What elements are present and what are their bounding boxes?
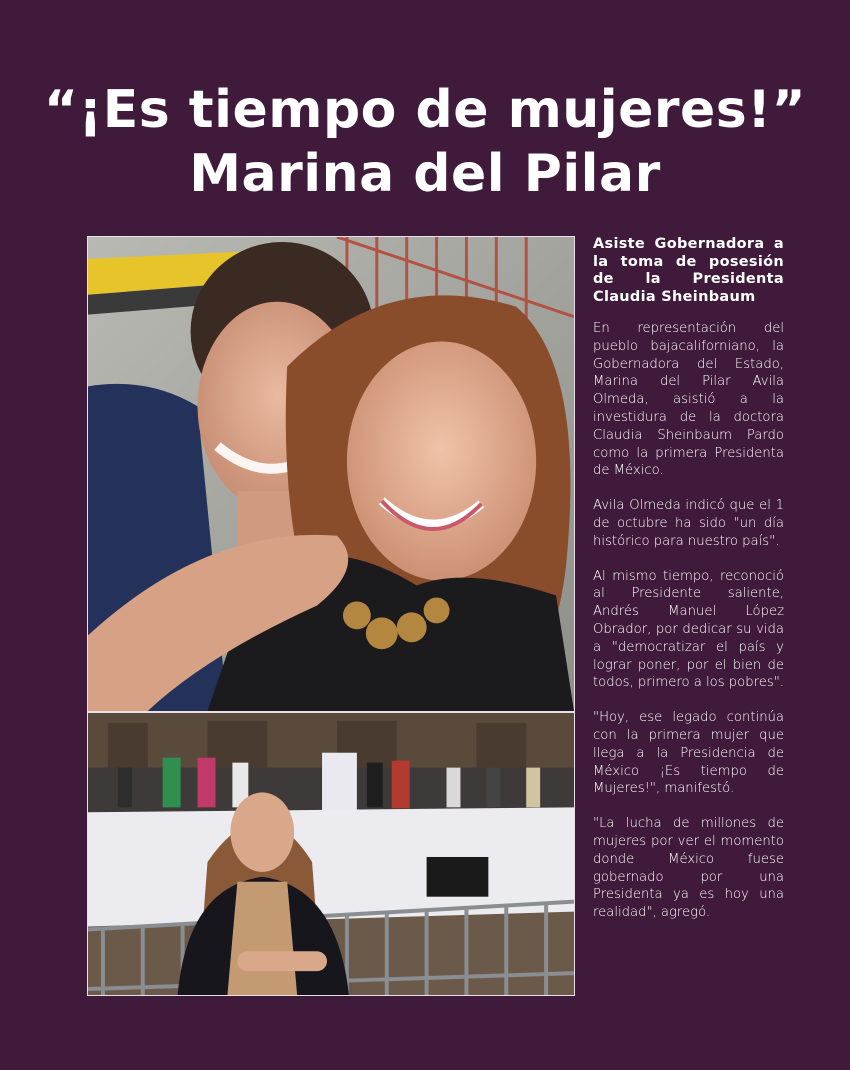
title-line-2: Marina del Pilar bbox=[189, 144, 661, 204]
article-column bbox=[593, 236, 784, 939]
page-title bbox=[0, 78, 850, 206]
title-line-1: “¡Es tiempo de mujeres!” bbox=[43, 80, 807, 140]
article-paragraph: Al mismo tiempo, reconoció al Presidente saliente, Andrés Manuel López Obrador, por dedicar su vida a "democratizar el país y lograr poner, por el bien de todos, primero a los pobres". bbox=[593, 568, 784, 691]
article-paragraph: "La lucha de millones de mujeres por ver el momento donde México fuese gobernado por una Presidenta ya es hoy una realidad", agregó. bbox=[593, 816, 784, 921]
article-paragraph: "Hoy, ese legado continúa con la primera mujer que llega a la Presidencia de México ¡Es tiempo de Mujeres!", manifestó. bbox=[593, 710, 784, 797]
ceremony-photo bbox=[87, 712, 575, 996]
selfie-photo bbox=[87, 236, 575, 712]
article-paragraph: Avila Olmeda indicó que el 1 de octubre ha sido "un día histórico para nuestro país". bbox=[593, 498, 784, 549]
article-subheading: Asiste Gobernadora a la toma de posesión de la Presidenta Claudia Sheinbaum bbox=[593, 236, 784, 305]
article-paragraph: En representación del pueblo bajacaliforniano, la Gobernadora del Estado, Marina del Pilar Avila Olmeda, asistió a la investidura de la doctora Claudia Sheinbaum Pardo como la primera Presidenta de México. bbox=[593, 321, 784, 479]
